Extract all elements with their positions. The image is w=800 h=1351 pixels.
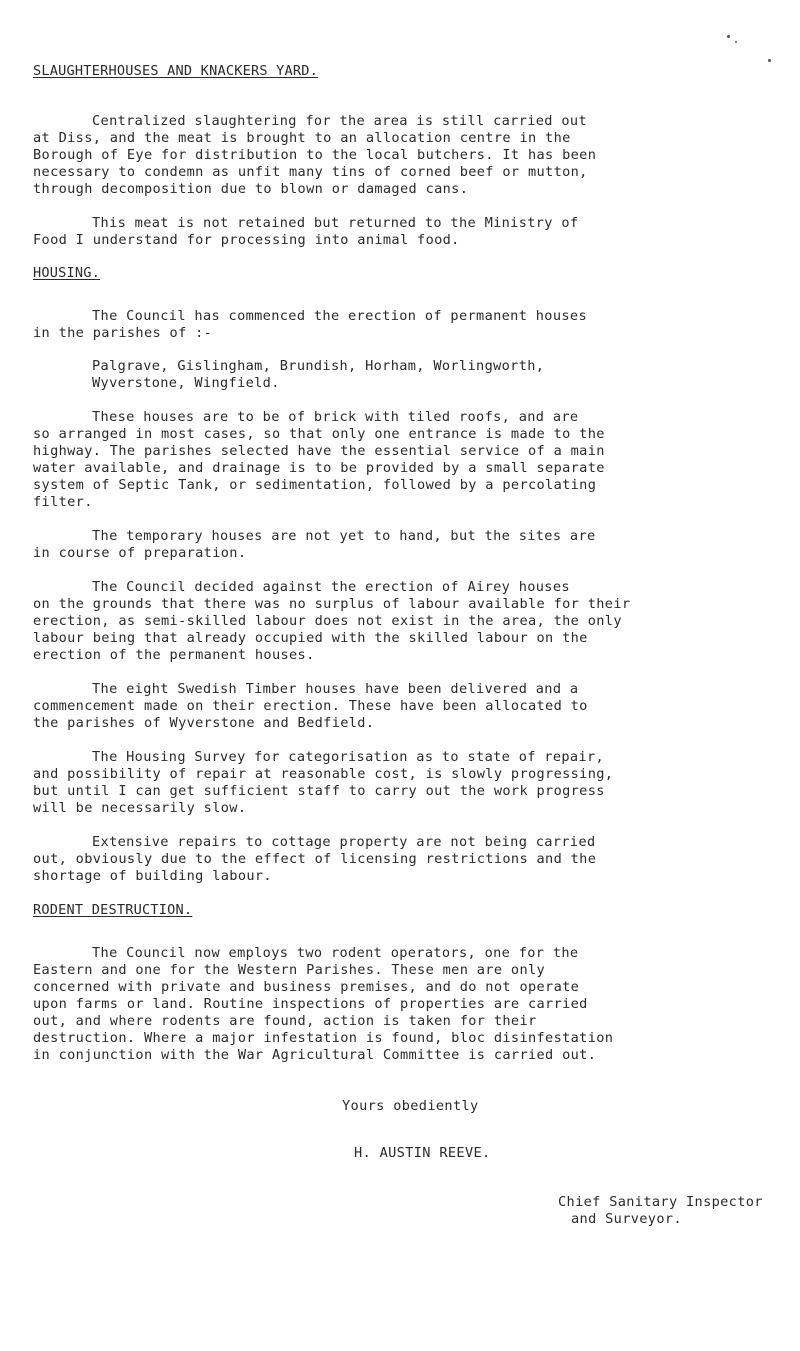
text-line: system of Septic Tank, or sedimentation, followed by a percolating — [33, 477, 597, 493]
text-line: the parishes of Wyverstone and Bedfield. — [33, 715, 375, 731]
text-line: erection, as semi-skilled labour does not exist in the area, the only — [33, 613, 622, 629]
signature-closing: Yours obediently — [342, 1098, 479, 1114]
text-line: These houses are to be of brick with tiled roofs, and are — [92, 409, 579, 425]
text-line: The Housing Survey for categorisation as to state of repair, — [92, 749, 605, 765]
text-line: Eastern and one for the Western Parishes. These men are only — [33, 962, 546, 978]
text-line: out, obviously due to the effect of licensing restrictions and the — [33, 851, 597, 867]
text-line: in conjunction with the War Agricultural Committee is carried out. — [33, 1047, 597, 1063]
heading-slaughterhouses: SLAUGHTERHOUSES AND KNACKERS YARD. — [33, 63, 319, 79]
text-line: This meat is not retained but returned to the Ministry of — [92, 215, 579, 231]
parish-list-line: Wyverstone, Wingfield. — [92, 375, 280, 391]
text-line: The eight Swedish Timber houses have been delivered and a — [92, 681, 579, 697]
text-line: in course of preparation. — [33, 545, 247, 561]
text-line: commencement made on their erection. These have been allocated to — [33, 698, 588, 714]
text-line: in the parishes of :- — [33, 325, 213, 341]
text-line: The temporary houses are not yet to hand, but the sites are — [92, 528, 596, 544]
text-line: Centralized slaughtering for the area is still carried out — [92, 113, 587, 129]
scan-speck — [768, 59, 771, 62]
text-line: labour being that already occupied with the skilled labour on the — [33, 630, 588, 646]
signature-title: and Surveyor. — [571, 1211, 682, 1227]
text-line: Borough of Eye for distribution to the local butchers. It has been — [33, 147, 597, 163]
text-line: so arranged in most cases, so that only one entrance is made to the — [33, 426, 605, 442]
text-line: will be necessarily slow. — [33, 800, 247, 816]
parish-list-line: Palgrave, Gislingham, Brundish, Horham, Worlingworth, — [92, 358, 545, 374]
text-line: necessary to condemn as unfit many tins of corned beef or mutton, — [33, 164, 588, 180]
text-line: Extensive repairs to cottage property are not being carried — [92, 834, 596, 850]
text-line: shortage of building labour. — [33, 868, 272, 884]
scan-speck — [727, 35, 730, 38]
text-line: but until I can get sufficient staff to carry out the work progress — [33, 783, 605, 799]
text-line: on the grounds that there was no surplus of labour available for their — [33, 596, 631, 612]
text-line: destruction. Where a major infestation is found, bloc disinfestation — [33, 1030, 614, 1046]
signature-title: Chief Sanitary Inspector — [558, 1194, 763, 1210]
text-line: Food I understand for processing into animal food. — [33, 232, 460, 248]
text-line: and possibility of repair at reasonable cost, is slowly progressing, — [33, 766, 614, 782]
text-line: The Council decided against the erection of Airey houses — [92, 579, 570, 595]
text-line: water available, and drainage is to be provided by a small separate — [33, 460, 605, 476]
text-line: concerned with private and business premises, and do not operate — [33, 979, 580, 995]
heading-housing: HOUSING. — [33, 265, 101, 281]
text-line: at Diss, and the meat is brought to an allocation centre in the — [33, 130, 571, 146]
text-line: erection of the permanent houses. — [33, 647, 315, 663]
text-line: The Council has commenced the erection of permanent houses — [92, 308, 587, 324]
scan-speck — [735, 41, 737, 43]
text-line: upon farms or land. Routine inspections of properties are carried — [33, 996, 588, 1012]
heading-rodent-destruction: RODENT DESTRUCTION. — [33, 902, 193, 918]
text-line: highway. The parishes selected have the essential service of a main — [33, 443, 605, 459]
text-line: filter. — [33, 494, 93, 510]
text-line: out, and where rodents are found, action is taken for their — [33, 1013, 537, 1029]
signature-name: H. AUSTIN REEVE. — [354, 1145, 491, 1161]
text-line: through decomposition due to blown or damaged cans. — [33, 181, 469, 197]
text-line: The Council now employs two rodent operators, one for the — [92, 945, 579, 961]
